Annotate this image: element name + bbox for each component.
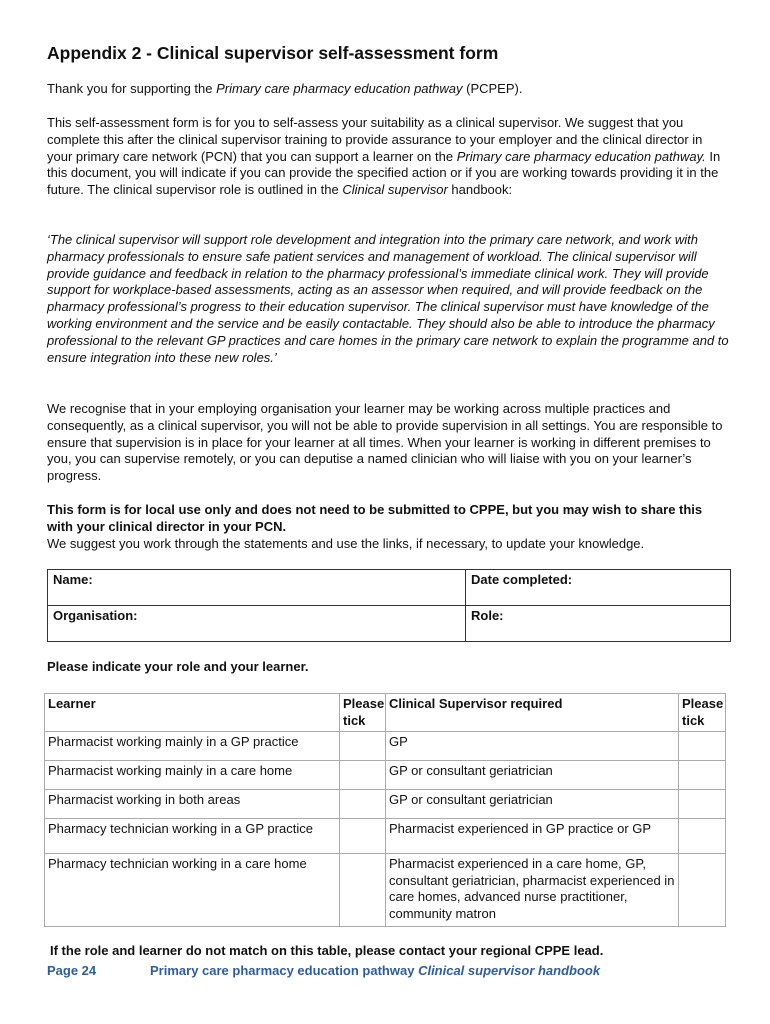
- organisation-field[interactable]: Organisation:: [48, 606, 466, 642]
- supervisor-cell: GP or consultant geriatrician: [386, 790, 679, 819]
- thanks-text: Thank you for supporting the: [47, 81, 217, 96]
- name-field[interactable]: Name:: [48, 570, 466, 606]
- intro-text-2: In this document, you will indicate if you can provide the specified action or if you are working towards providing it in the future. The clinical supervisor role is outlined in the: [47, 148, 721, 198]
- local-use-notice: This form is for local use only and does not need to be submitted to CPPE, but you may wish to share this with your clinical director in your PCN.: [47, 502, 703, 534]
- learner-header: Learner: [45, 694, 340, 732]
- intro-pathway-name: Primary care pharmacy education pathway.: [456, 148, 706, 164]
- pathway-name: Primary care pharmacy education pathway: [216, 81, 463, 96]
- details-row: [48, 570, 731, 606]
- date-completed-field[interactable]: Date completed:: [466, 570, 731, 606]
- suggest-paragraph: We suggest you work through the statements and use the links, if necessary, to update your knowledge.: [47, 536, 645, 551]
- role-heading: Please indicate your role and your learner.: [47, 659, 309, 674]
- regional-lead-note: If the role and learner do not match on this table, please contact your regional CPPE lead.: [50, 943, 604, 958]
- thanks-text-end: (PCPEP).: [462, 81, 523, 96]
- learner-cell: Pharmacy technician working in a GP practice: [45, 819, 340, 854]
- supervisor-cell: GP: [386, 732, 679, 761]
- learner-tick-cell[interactable]: [340, 790, 386, 819]
- supervisor-tick-cell[interactable]: [679, 732, 726, 761]
- learner-tick-cell[interactable]: [340, 761, 386, 790]
- table-row: [45, 790, 726, 819]
- learner-cell: Pharmacist working mainly in a care home: [45, 761, 340, 790]
- footer-pathway: Primary care pharmacy education pathway: [150, 963, 419, 978]
- supervisor-tick-cell[interactable]: [679, 854, 726, 927]
- footer-handbook-title: [150, 963, 600, 978]
- supervisor-tick-cell[interactable]: [679, 761, 726, 790]
- learner-tick-cell[interactable]: [340, 819, 386, 854]
- supervisor-cell: GP or consultant geriatrician: [386, 761, 679, 790]
- page-footer: [47, 963, 601, 978]
- intro-paragraph: [47, 115, 723, 199]
- page-title: Appendix 2 - Clinical supervisor self-assessment form: [47, 43, 499, 63]
- learner-cell: Pharmacy technician working in a care home: [45, 854, 340, 927]
- learner-tick-cell[interactable]: [340, 854, 386, 927]
- supervisor-cell: Pharmacist experienced in a care home, GP, consultant geriatrician, pharmacist experienced in care homes, advanced nurse practitioner, community matron: [386, 854, 679, 927]
- role-field[interactable]: Role:: [466, 606, 731, 642]
- details-row: [48, 606, 731, 642]
- table-row: [45, 732, 726, 761]
- table-row: [45, 819, 726, 854]
- learner-tick-cell[interactable]: [340, 732, 386, 761]
- role-quote: ‘The clinical supervisor will support role development and integration into the primary care network, and work with pharmacy professionals to ensure safe patient services and management of workload. The clinical supervisor will provide guidance and feedback in relation to the pharmacy professional’s immediate clinical work. They will provide support for workplace-based assessments, acting as an assessor when required, and will provide feedback on the pharmacy professional’s progress to their education supervisor. The clinical supervisor must have knowledge of the working environment and the service and be easily contactable. They should also be able to introduce the pharmacy professional to the relevant GP practices and care homes in the primary care network to explain the programme and to ensure integration into these new roles.’: [47, 232, 729, 365]
- roles-table: [44, 693, 726, 927]
- roles-header-row: [45, 694, 726, 732]
- supervisor-tick-cell[interactable]: [679, 819, 726, 854]
- learner-cell: Pharmacist working mainly in a GP practice: [45, 732, 340, 761]
- thanks-paragraph: [47, 81, 723, 98]
- supervisor-tick-cell[interactable]: [679, 790, 726, 819]
- intro-handbook-name: Clinical supervisor: [342, 182, 448, 198]
- supervisor-header: Clinical Supervisor required: [386, 694, 679, 732]
- supervisor-tick-header: Please tick: [679, 694, 726, 732]
- supervisor-cell: Pharmacist experienced in GP practice or GP: [386, 819, 679, 854]
- intro-text-1: This self-assessment form is for you to self-assess your suitability as a clinical supervisor. We suggest that you complete this after the clinical supervisor training to provide assurance to your employer and the clinical director in your primary care network (PCN) that you can support a learner on the: [47, 115, 703, 164]
- learner-tick-header: Please tick: [340, 694, 386, 732]
- table-row: [45, 854, 726, 927]
- intro-text-3: handbook:: [447, 182, 513, 198]
- details-table: [47, 569, 731, 642]
- recognise-paragraph: We recognise that in your employing organisation your learner may be working across multiple practices and consequently, as a clinical supervisor, you will not be able to provide supervision in all settings. You are responsible to ensure that supervision is in place for your learner at all times. When your learner is working in different premises to you, you can supervise remotely, or you can deputise a named clinician who will liaise with you on your learner’s progress.: [47, 401, 723, 484]
- learner-cell: Pharmacist working in both areas: [45, 790, 340, 819]
- page-number: Page 24: [47, 963, 97, 978]
- table-row: [45, 761, 726, 790]
- footer-handbook: Clinical supervisor handbook: [418, 963, 601, 978]
